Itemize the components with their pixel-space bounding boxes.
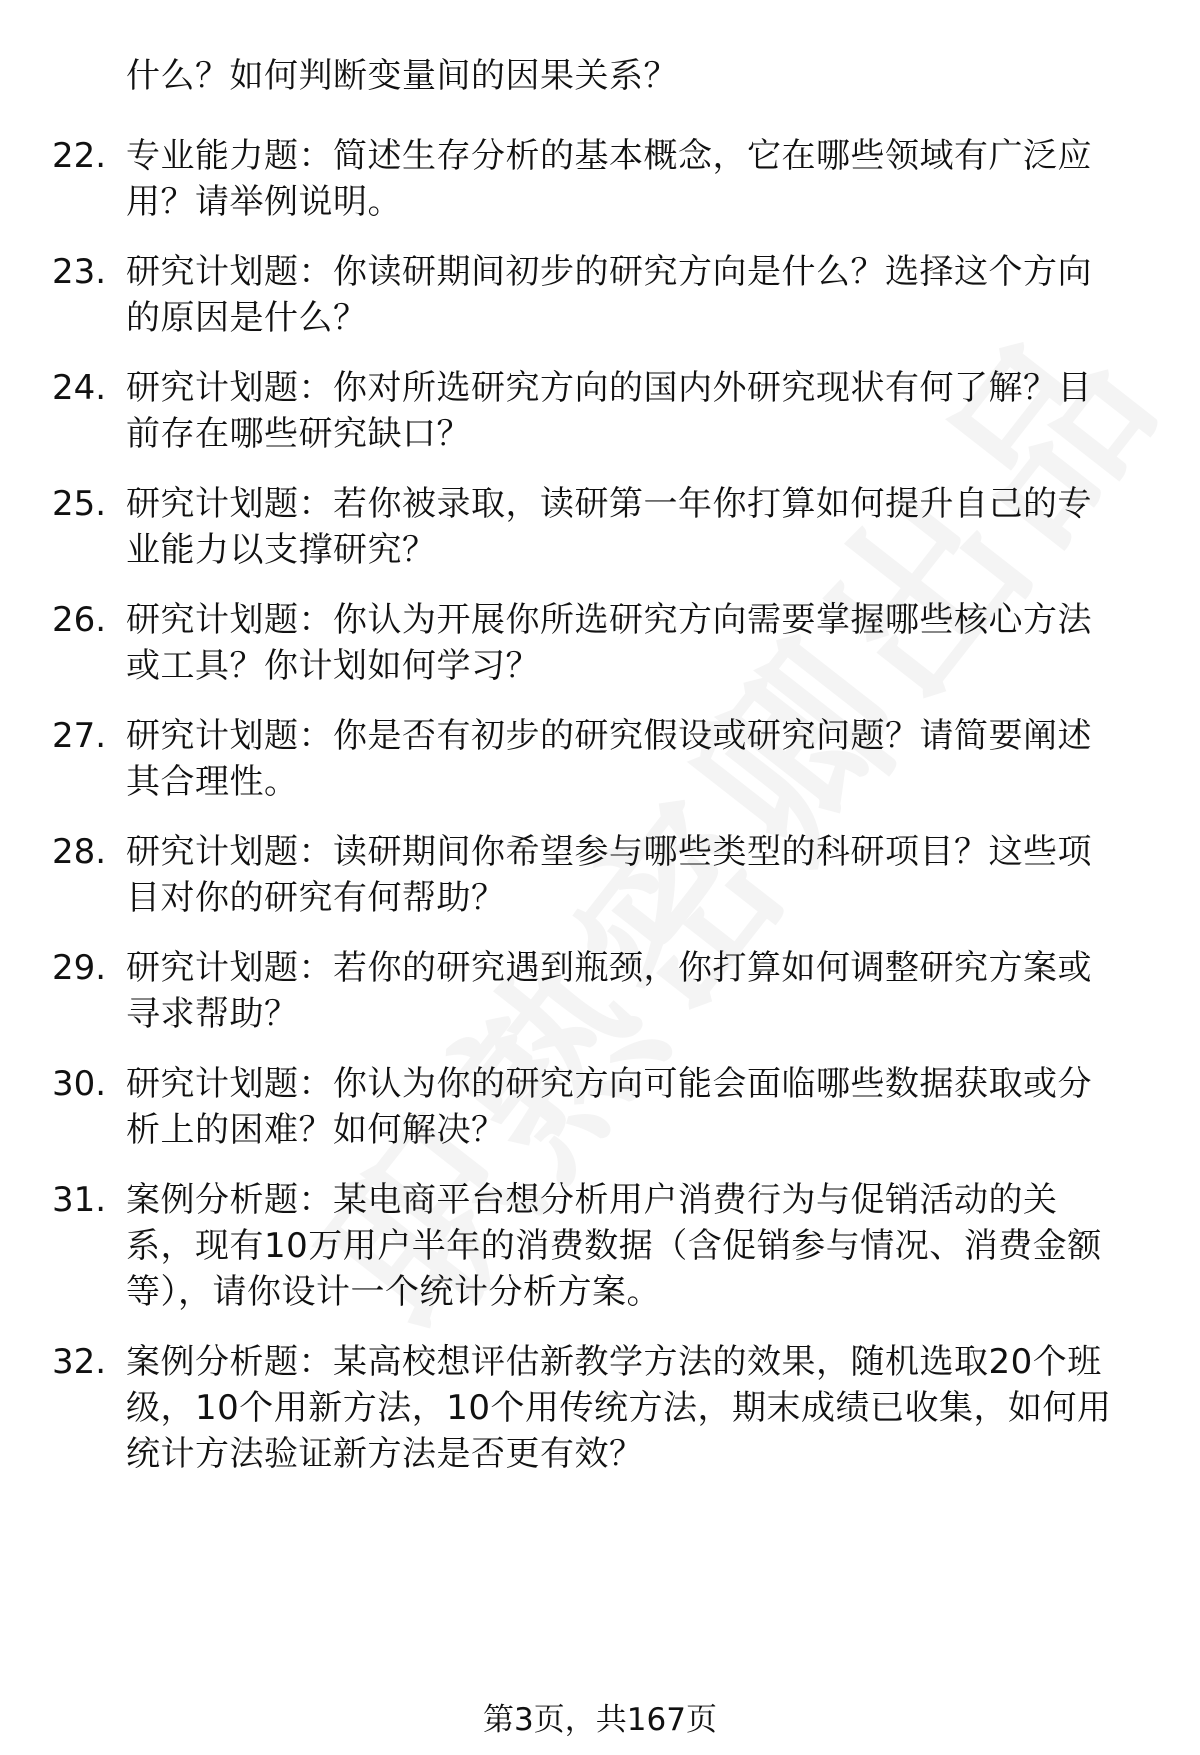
question-text-line: 其合理性。 <box>126 762 299 802</box>
question-text-line: 级，10个用新方法，10个用传统方法，期末成绩已收集，如何用 <box>126 1388 1112 1428</box>
question-text-line: 前存在哪些研究缺口？ <box>126 414 471 454</box>
question-number: 26. <box>52 600 107 640</box>
question-text-line: 研究计划题：你读研期间初步的研究方向是什么？选择这个方向 <box>126 252 1092 292</box>
question-text-line: 目对你的研究有何帮助？ <box>126 878 506 918</box>
question-text-line: 等），请你设计一个统计分析方案。 <box>126 1272 661 1312</box>
question-text-line: 寻求帮助？ <box>126 994 299 1034</box>
question-number: 22. <box>52 136 107 176</box>
question-number: 23. <box>52 252 107 292</box>
question-text-line: 统计方法验证新方法是否更有效？ <box>126 1434 644 1474</box>
page-footer: 第3页，共167页 <box>483 1702 717 1738</box>
question-text-line: 研究计划题：读研期间你希望参与哪些类型的科研项目？这些项 <box>126 832 1092 872</box>
question-text-line: 研究计划题：你对所选研究方向的国内外研究现状有何了解？目 <box>126 368 1092 408</box>
question-text-line: 案例分析题：某电商平台想分析用户消费行为与促销活动的关 <box>126 1180 1058 1220</box>
question-text-line: 研究计划题：若你的研究遇到瓶颈，你打算如何调整研究方案或 <box>126 948 1092 988</box>
question-text-line: 专业能力题：简述生存分析的基本概念，它在哪些领域有广泛应 <box>126 136 1092 176</box>
question-text-line: 案例分析题：某高校想评估新教学方法的效果，随机选取20个班 <box>126 1342 1102 1382</box>
question-number: 32. <box>52 1342 107 1382</box>
question-number: 29. <box>52 948 107 988</box>
question-number: 25. <box>52 484 107 524</box>
question-text-line: 研究计划题：若你被录取，读研第一年你打算如何提升自己的专 <box>126 484 1092 524</box>
question-text-line: 研究计划题：你认为开展你所选研究方向需要掌握哪些核心方法 <box>126 600 1092 640</box>
question-number: 30. <box>52 1064 107 1104</box>
question-number: 27. <box>52 716 107 756</box>
question-number: 31. <box>52 1180 107 1220</box>
question-text-line: 或工具？你计划如何学习？ <box>126 646 540 686</box>
question-text-line: 研究计划题：你是否有初步的研究假设或研究问题？请简要阐述 <box>126 716 1092 756</box>
question-text-line: 研究计划题：你认为你的研究方向可能会面临哪些数据获取或分 <box>126 1064 1092 1104</box>
question-text-line: 析上的困难？如何解决？ <box>126 1110 506 1150</box>
question-number: 28. <box>52 832 107 872</box>
question-text-line: 用？请举例说明。 <box>126 182 402 222</box>
question-text-line: 的原因是什么？ <box>126 298 368 338</box>
question-text-line: 什么？如何判断变量间的因果关系？ <box>126 56 678 96</box>
question-text-line: 系，现有10万用户半年的消费数据（含促销参与情况、消费金额 <box>126 1226 1102 1266</box>
question-text-line: 业能力以支撑研究？ <box>126 530 437 570</box>
question-number: 24. <box>52 368 107 408</box>
